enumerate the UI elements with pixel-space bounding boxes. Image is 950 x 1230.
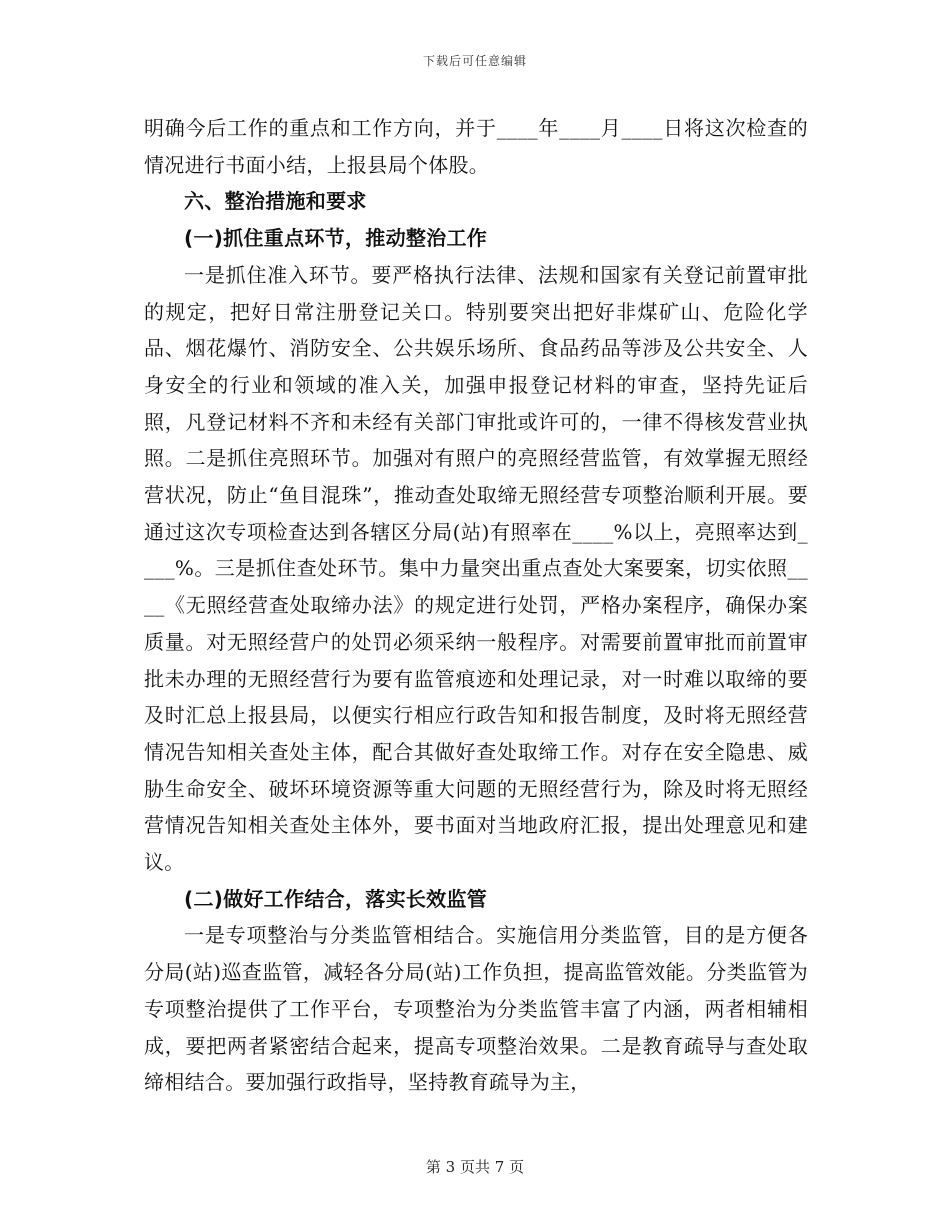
subsection-heading-1: (一)抓住重点环节，推动整治工作 bbox=[184, 226, 488, 251]
page-number: 第 3 页共 7 页 bbox=[425, 1158, 525, 1176]
paragraph-continuation: 明确今后工作的重点和工作方向，并于____年____月____日将这次检查的情况进行书面小结，上报县局个体股。 bbox=[144, 116, 808, 177]
section-heading: 六、整治措施和要求 bbox=[184, 189, 367, 214]
subsection-heading-2: (二)做好工作结合，落实长效监管 bbox=[184, 886, 488, 911]
document-body bbox=[144, 110, 808, 1101]
page-header: 下载后可任意编辑 bbox=[422, 54, 527, 68]
paragraph-key-links: 一是抓住准入环节。要严格执行法律、法规和国家有关登记前置审批的规定，把好日常注册登记关口。特别要突出把好非煤矿山、危险化学品、烟花爆竹、消防安全、公共娱乐场所、食品药品等涉及公共安全、人身安全的行业和领域的准入关，加强申报登记材料的审查，坚持先证后照，凡登记材料不齐和未经有关部门审批或许可的，一律不得核发营业执照。二是抓住亮照环节。加强对有照户的亮照经营监管，有效掌握无照经营状况，防止“鱼目混珠”，推动查处取缔无照经营专项整治顺利开展。要通过这次专项检查达到各辖区分局(站)有照率在____%以上，亮照率达到____%。三是抓住查处环节。集中力量突出重点查处大案要案，切实依照____《无照经营查处取缔办法》的规定进行处罚，严格办案程序，确保办案质量。对无照经营户的处罚必须采纳一般程序。对需要前置审批而前置审批未办理的无照经营行为要有监管痕迹和处理记录，对一时难以取缔的要及时汇总上报县局，以便实行相应行政告知和报告制度，及时将无照经营情况告知相关查处主体，配合其做好查处取缔工作。对存在安全隐患、威胁生命安全、破坏环境资源等重大问题的无照经营行为，除及时将无照经营情况告知相关查处主体外，要书面对当地政府汇报，提出处理意见和建议。 bbox=[144, 262, 808, 875]
paragraph-combination: 一是专项整治与分类监管相结合。实施信用分类监管，目的是方便各分局(站)巡查监管，减轻各分局(站)工作负担，提高监管效能。分类监管为专项整治提供了工作平台，专项整治为分类监管丰富了内涵，两者相辅相成，要把两者紧密结合起来，提高专项整治效果。二是教育疏导与查处取缔相结合。要加强行政指导，坚持教育疏导为主， bbox=[144, 923, 808, 1095]
